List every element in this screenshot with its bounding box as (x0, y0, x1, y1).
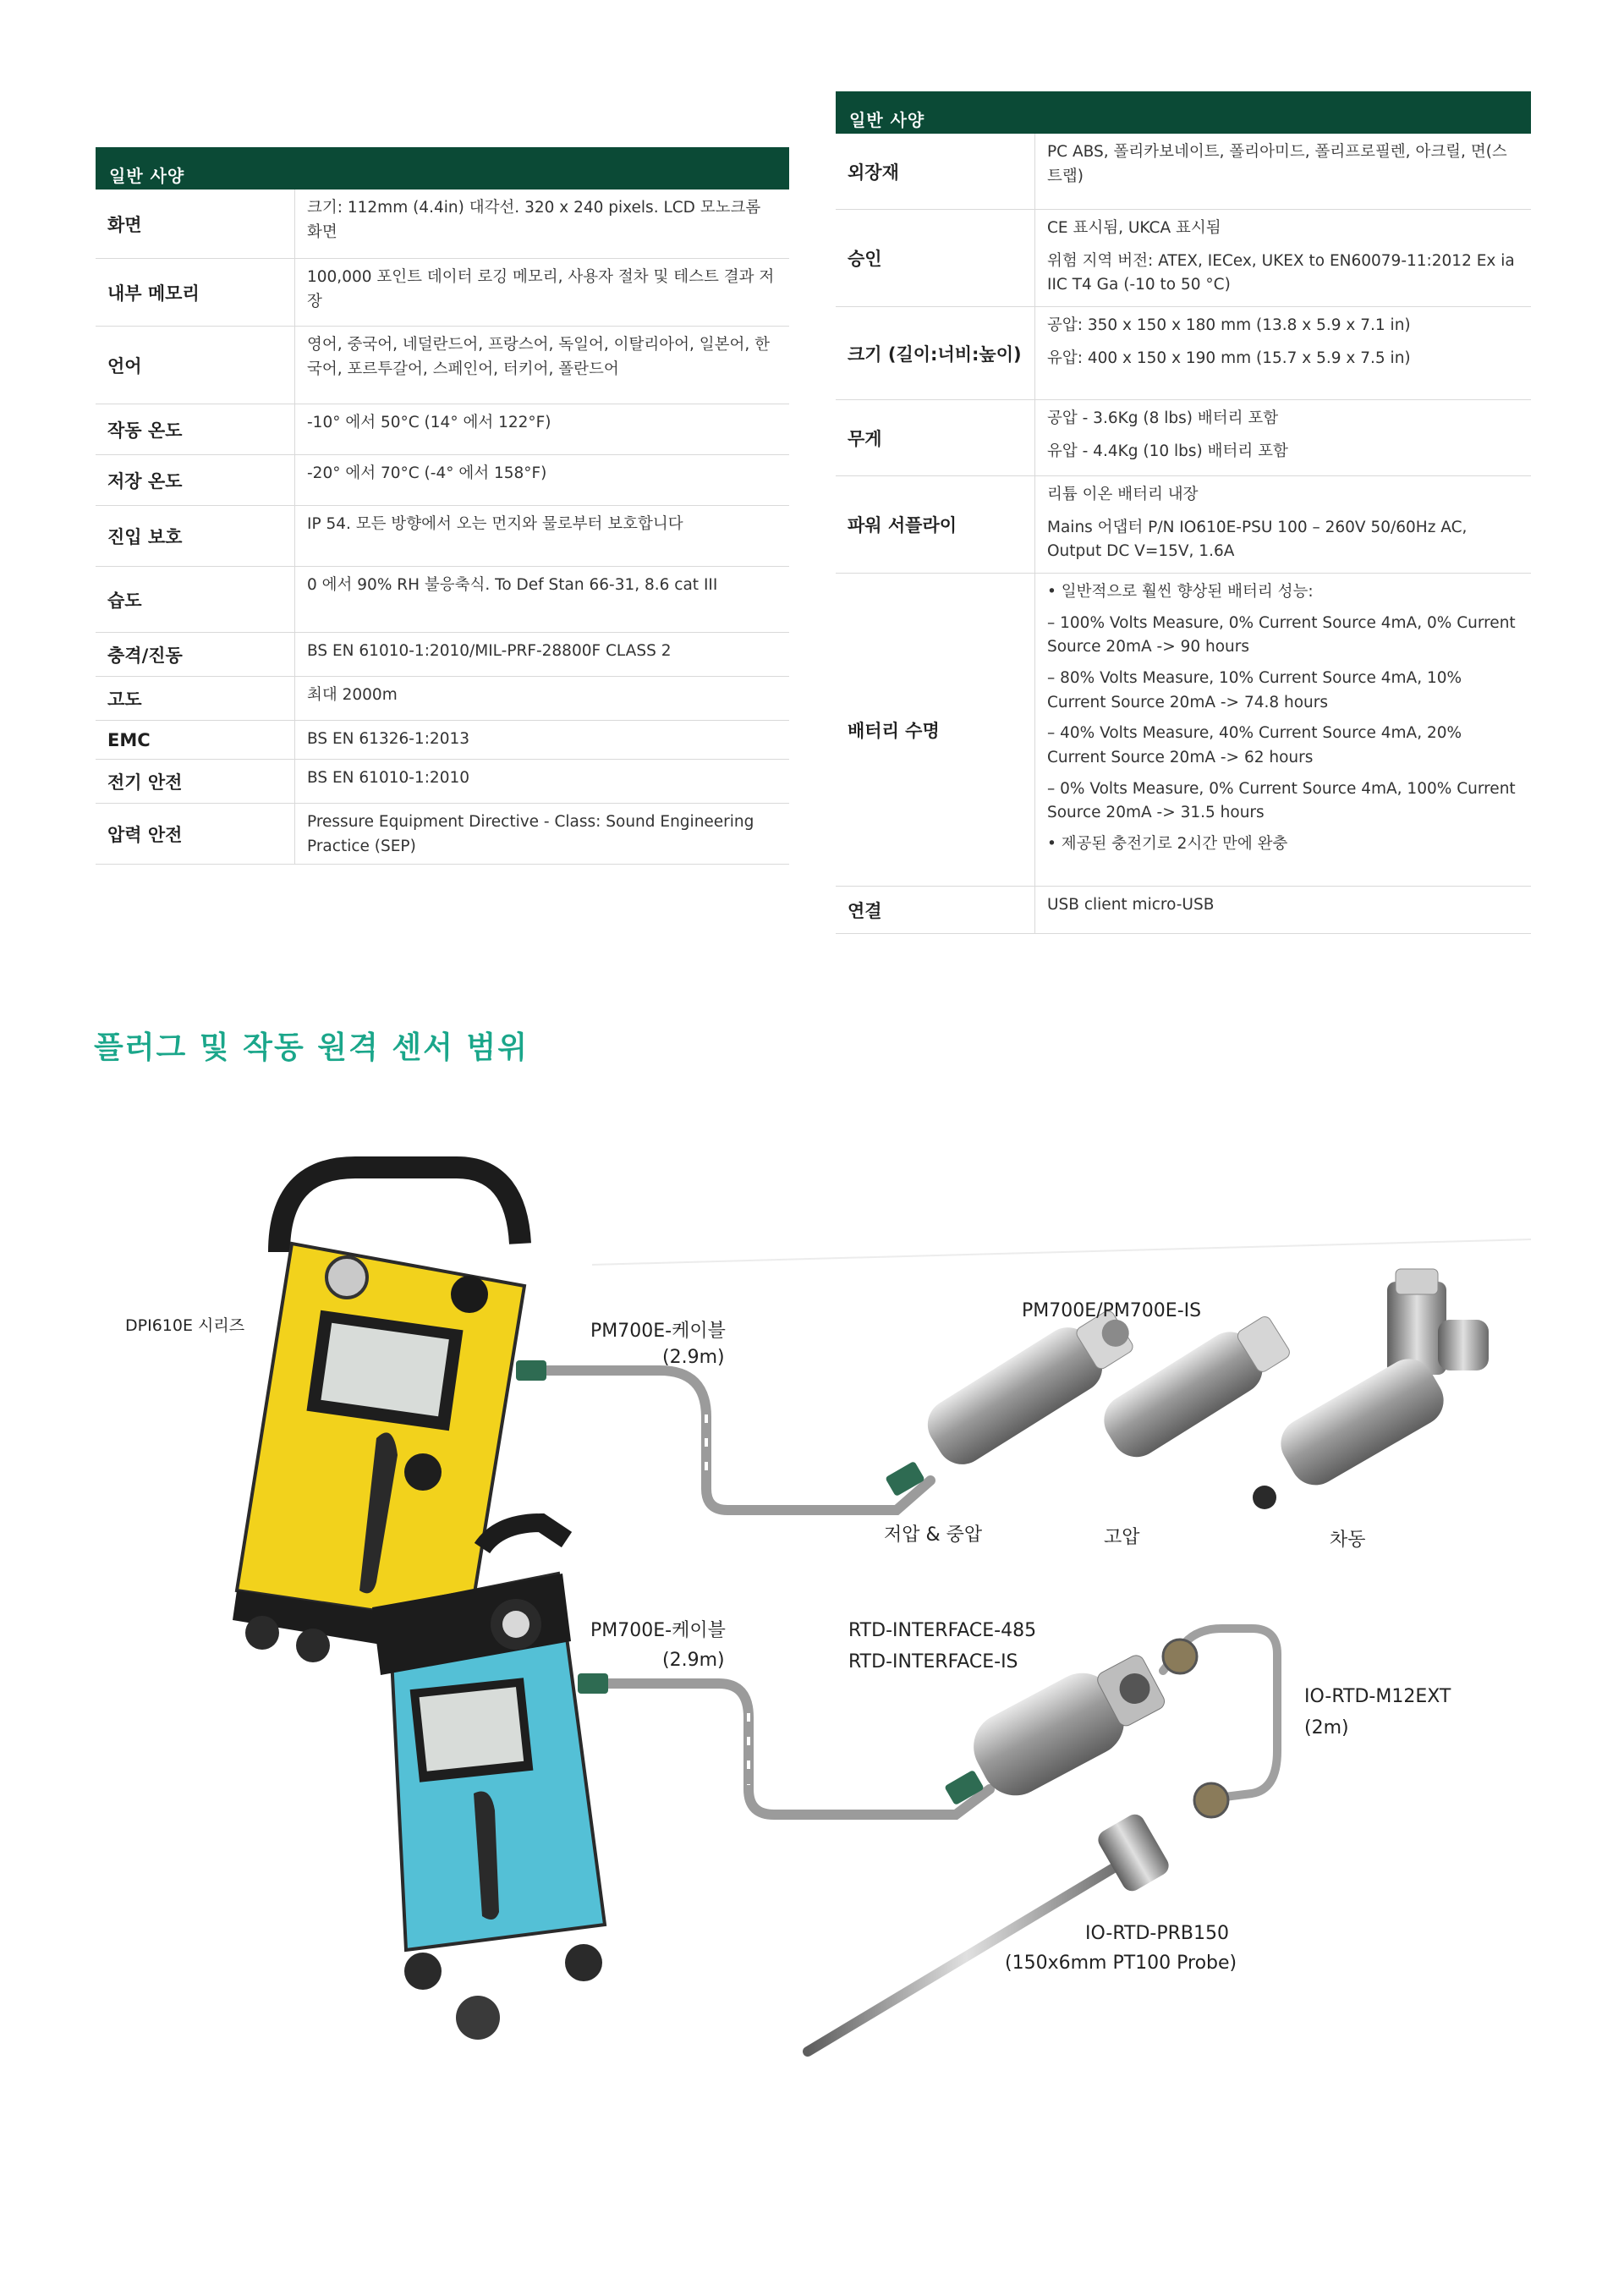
spec-label: 저장 온도 (96, 455, 295, 505)
label-prb150-name: IO-RTD-PRB150 (1085, 1923, 1229, 1944)
spec-row (836, 210, 1531, 307)
spec-value (295, 404, 789, 454)
spec-label: 충격/진동 (96, 633, 295, 676)
spec-row (96, 455, 789, 506)
io-rtd-m12ext-cable (1163, 1629, 1277, 1817)
spec-value (1035, 887, 1531, 933)
label-cable2-length: (2.9m) (662, 1650, 725, 1671)
spec-value (1035, 476, 1531, 573)
pm700e-differential-sensor (1253, 1269, 1489, 1509)
spec-label: 파워 서플라이 (836, 476, 1035, 573)
spec-value-line: 크기: 112mm (4.4in) 대각선. 320 x 240 pixels. LCD 모노크롬 화면 (307, 199, 761, 241)
spec-value-line: 100,000 포인트 데이터 로깅 메모리, 사용자 절차 및 테스트 결과 저장 (307, 268, 775, 310)
spec-value-line: – 80% Volts Measure, 10% Current Source 4mA, 10% Current Source 20mA -> 74.8 hours (1047, 669, 1462, 711)
spec-row (96, 259, 789, 327)
right-table-header: 일반 사양 (836, 91, 1531, 134)
label-differential: 차동 (1330, 1530, 1366, 1551)
spec-label: 배터리 수명 (836, 574, 1035, 886)
pm700e-cable-2 (578, 1673, 990, 1815)
spec-row (96, 404, 789, 455)
label-rtd-interface-485: RTD-INTERFACE-485 (848, 1620, 1037, 1641)
spec-value (295, 721, 789, 759)
spec-value-line: BS EN 61010-1:2010/MIL-PRF-28800F CLASS 2 (307, 642, 672, 660)
spec-value-line: Mains 어댑터 P/N IO610E-PSU 100 – 260V 50/60Hz AC, Output DC V=15V, 1.6A (1047, 518, 1468, 561)
label-cable1-length: (2.9m) (662, 1347, 725, 1368)
spec-label: 고도 (96, 677, 295, 720)
label-rtd-interface-is: RTD-INTERFACE-IS (848, 1651, 1018, 1673)
spec-value (295, 633, 789, 676)
spec-value-line: PC ABS, 폴리카보네이트, 폴리아미드, 폴리프로필렌, 아크릴, 면(스트랩) (1047, 143, 1507, 185)
spec-value (295, 259, 789, 326)
label-m12ext-length: (2m) (1304, 1717, 1349, 1738)
spec-label: 압력 안전 (96, 804, 295, 864)
label-cable2-name: PM700E-케이블 (590, 1620, 726, 1641)
spec-row (96, 327, 789, 404)
spec-value-line: -10° 에서 50°C (14° 에서 122°F) (307, 414, 551, 431)
spec-value-line: 위험 지역 버전: ATEX, IECex, UKEX to EN60079-11:2012 Ex ia IIC T4 Ga (-10 to 50 °C) (1047, 251, 1515, 294)
spec-value-line: -20° 에서 70°C (-4° 에서 158°F) (307, 464, 547, 482)
spec-value-line: BS EN 61010-1:2010 (307, 769, 470, 787)
label-m12ext-name: IO-RTD-M12EXT (1304, 1686, 1451, 1707)
spec-value-line: 최대 2000m (307, 686, 398, 704)
label-low-mid-pressure: 저압 & 중압 (884, 1524, 983, 1546)
spec-value (1035, 210, 1531, 306)
spec-label: 전기 안전 (96, 760, 295, 803)
spec-label: 승인 (836, 210, 1035, 306)
label-high-pressure: 고압 (1104, 1527, 1140, 1548)
spec-row (96, 506, 789, 567)
spec-value-line: 유압 - 4.4Kg (10 lbs) 배터리 포함 (1047, 442, 1288, 460)
spec-value (295, 327, 789, 404)
spec-row (96, 677, 789, 721)
spec-value-line: – 100% Volts Measure, 0% Current Source 4mA, 0% Current Source 20mA -> 90 hours (1047, 613, 1516, 656)
spec-value (295, 455, 789, 505)
spec-row (836, 307, 1531, 400)
spec-value (1035, 574, 1531, 886)
spec-value-line: – 40% Volts Measure, 40% Current Source 4mA, 20% Current Source 20mA -> 62 hours (1047, 724, 1462, 767)
spec-row (96, 567, 789, 633)
pm700e-low-mid-sensor (919, 1297, 1145, 1474)
spec-value-line: CE 표시됨, UKCA 표시됨 (1047, 219, 1221, 237)
spec-value-line: 0 에서 90% RH 불응축식. To Def Stan 66-31, 8.6 cat III (307, 576, 718, 594)
spec-value (1035, 307, 1531, 399)
spec-value-line: USB client micro-USB (1047, 896, 1215, 914)
spec-label: 외장재 (836, 134, 1035, 209)
spec-value-line: 리튬 이온 배터리 내장 (1047, 486, 1199, 503)
spec-value-line: 영어, 중국어, 네덜란드어, 프랑스어, 독일어, 이탈리아어, 일본어, 한국어, 포르투갈어, 스페인어, 터키어, 폴란드어 (307, 336, 770, 378)
spec-value-line: BS EN 61326-1:2013 (307, 730, 470, 748)
left-table-header: 일반 사양 (96, 147, 789, 190)
spec-row (96, 190, 789, 259)
spec-label: 습도 (96, 567, 295, 632)
spec-row (96, 633, 789, 677)
spec-value-line: • 제공된 충전기로 2시간 만에 완충 (1047, 835, 1288, 854)
spec-value-line: Pressure Equipment Directive - Class: Sound Engineering Practice (SEP) (307, 813, 754, 855)
left-table-rows (96, 190, 789, 865)
spec-label: 무게 (836, 400, 1035, 475)
spec-value-line: • 일반적으로 훨씬 향상된 배터리 성능: (1047, 583, 1314, 601)
label-cable1-name: PM700E-케이블 (590, 1321, 726, 1342)
section-title: 플러그 및 작동 원격 센서 범위 (94, 1030, 529, 1065)
label-pm700e: PM700E/PM700E-IS (1022, 1300, 1202, 1321)
spec-row (836, 574, 1531, 887)
spec-value (295, 190, 789, 258)
spec-label: 언어 (96, 327, 295, 404)
spec-label: 연결 (836, 887, 1035, 933)
label-prb150-description: (150x6mm PT100 Probe) (1005, 1953, 1237, 1974)
spec-value (295, 567, 789, 632)
spec-label: 화면 (96, 190, 295, 258)
product-figure (0, 1134, 1624, 2123)
spec-label: 진입 보호 (96, 506, 295, 566)
spec-value-line: 유압: 400 x 150 x 190 mm (15.7 x 5.9 x 7.5 in) (1047, 349, 1411, 367)
spec-row (96, 721, 789, 760)
pm700e-cable-1 (516, 1360, 930, 1510)
spec-row (836, 476, 1531, 574)
spec-value (295, 760, 789, 803)
right-table-rows (836, 134, 1531, 934)
spec-value-line: – 0% Volts Measure, 0% Current Source 4mA, 100% Current Source 20mA -> 31.5 hours (1047, 779, 1516, 822)
spec-row (96, 760, 789, 804)
spec-value (1035, 134, 1531, 209)
spec-label: EMC (96, 721, 295, 759)
left-spec-table (96, 147, 789, 865)
spec-row (836, 887, 1531, 934)
label-dpi610e-series: DPI610E 시리즈 (125, 1316, 245, 1335)
spec-value-line: IP 54. 모든 방향에서 오는 먼지와 물로부터 보호합니다 (307, 515, 683, 533)
spec-label: 내부 메모리 (96, 259, 295, 326)
spec-value-line: 공압 - 3.6Kg (8 lbs) 배터리 포함 (1047, 409, 1279, 427)
spec-value (295, 506, 789, 566)
spec-row (836, 134, 1531, 210)
spec-label: 작동 온도 (96, 404, 295, 454)
spec-value (295, 677, 789, 720)
spec-value-line: 공압: 350 x 150 x 180 mm (13.8 x 5.9 x 7.1 in) (1047, 316, 1411, 334)
spec-row (836, 400, 1531, 476)
right-spec-table (836, 91, 1531, 934)
spec-row (96, 804, 789, 865)
spec-value (1035, 400, 1531, 475)
spec-value (295, 804, 789, 864)
spec-label: 크기 (길이:너비:높이) (836, 307, 1035, 399)
